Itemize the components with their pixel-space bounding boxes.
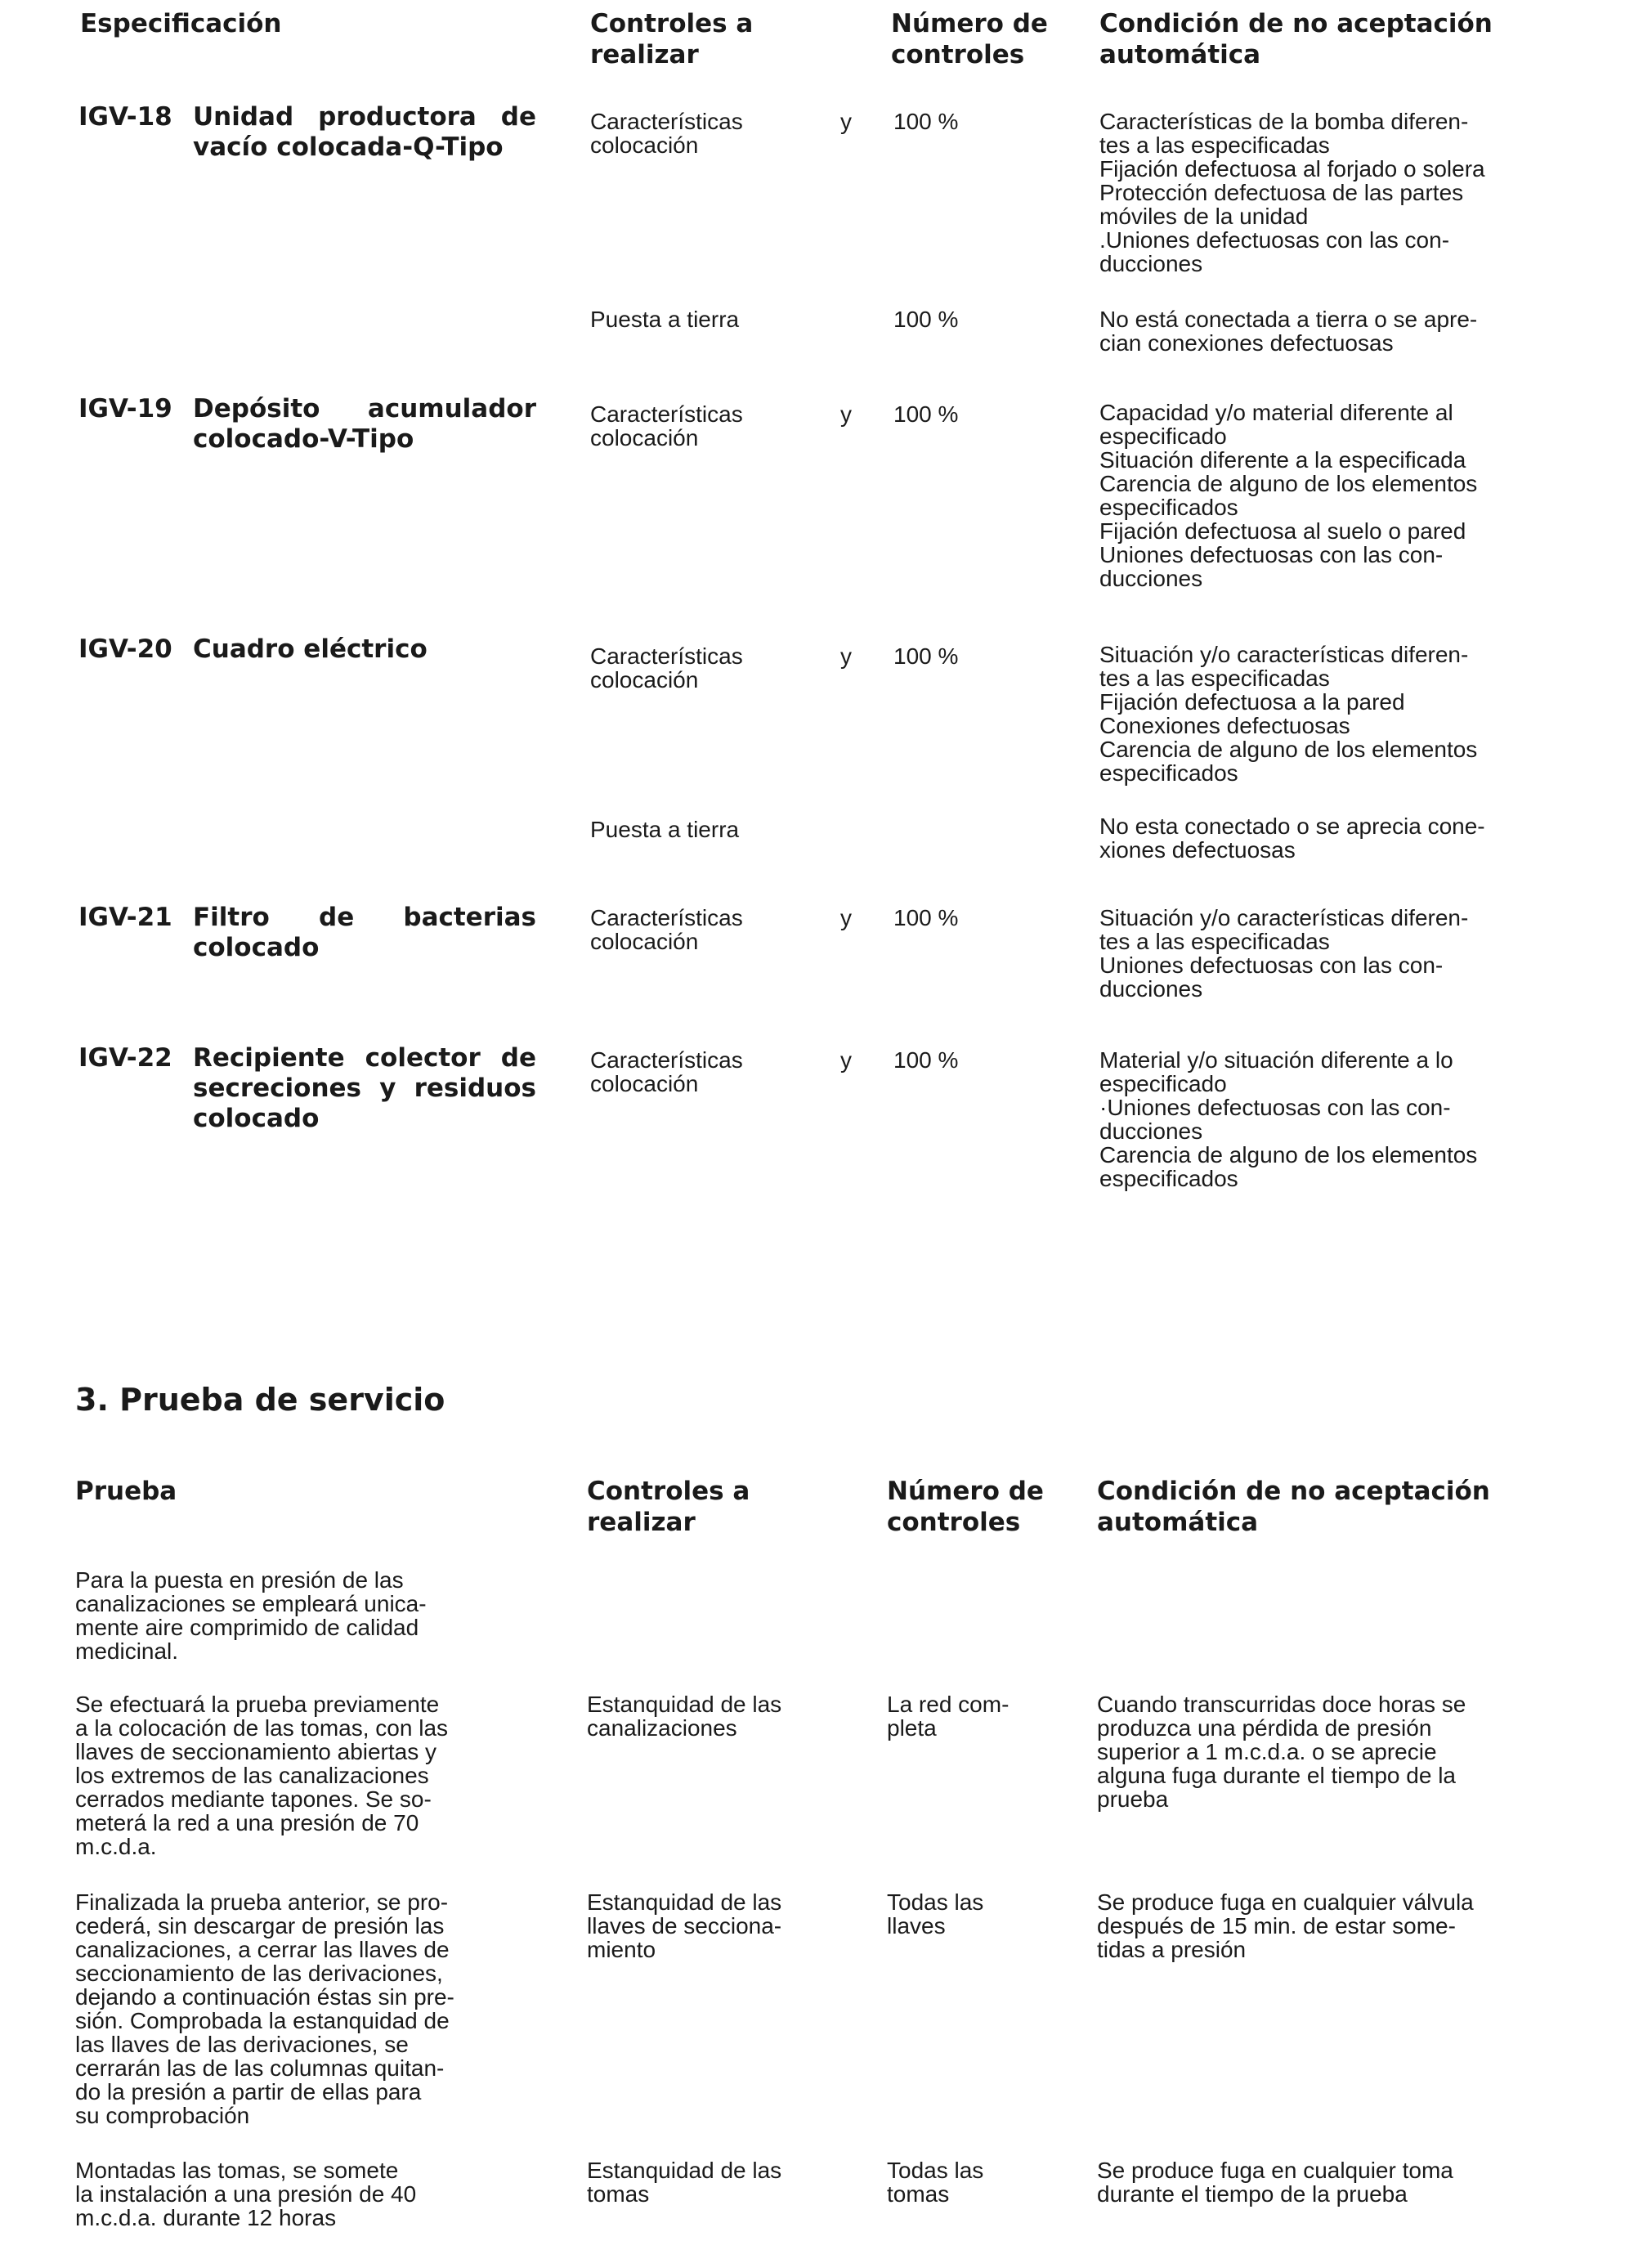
- test-row-2: Se efectuará la prueba previamente a la colocación de las tomas, con las llaves de seccionamiento abiertas y los extremos de las canalizaciones cerrados mediante tapones. Se so- meterá la red a una presión de 70 m.c.d.a.: [75, 1692, 449, 1859]
- row-control-igv-19: Características y colocación: [590, 401, 852, 450]
- row-count-igv-18: 100 %: [893, 109, 959, 134]
- row-code-igv-21: IGV-21: [78, 903, 172, 932]
- test-row-4: Montadas las tomas, se somete la instalación a una presión de 40 m.c.d.a. durante 12 horas: [75, 2158, 417, 2230]
- section-title: 3. Prueba de servicio: [75, 1382, 445, 1418]
- control-row-3: Estanquidad de las llaves de secciona- miento: [587, 1889, 782, 1962]
- row-code-igv-18: IGV-18: [78, 102, 172, 132]
- row-spec-igv-20: Cuadro eléctrico: [193, 634, 428, 664]
- control-row-2: Estanquidad de las canalizaciones: [587, 1692, 782, 1741]
- row-condition-igv-18-tierra: No está conectada a tierra o se apre- cian conexiones defectuosas: [1099, 307, 1478, 356]
- row-code-igv-22: IGV-22: [78, 1043, 172, 1073]
- row-condition-igv-20: Situación y/o características diferen- tes a las especificadas Fijación defectuosa a la pared Conexiones defectuosas Carencia de alguno de los elementos especificados: [1099, 642, 1478, 786]
- condition-row-3: Se produce fuga en cualquier válvula después de 15 min. de estar some- tidas a presión: [1097, 1889, 1474, 1962]
- row-condition-igv-21: Situación y/o características diferen- tes a las especificadas Uniones defectuosas con las con- ducciones: [1099, 905, 1469, 1002]
- header-numero: Número de controles: [891, 9, 1048, 69]
- test-row-3: Finalizada la prueba anterior, se pro- cederá, sin descargar de presión las canalizaciones, a cerrar las llaves de seccionamiento de las derivaciones, dejando a continuación éstas sin pre- sión. Comprobada la estanquidad de las llaves de las derivaciones, se cerrarán las de las columnas quitan- do la presión a partir de ellas para su comprobación: [75, 1889, 454, 2128]
- row-control-igv-18-tierra: Puesta a tierra: [590, 307, 740, 332]
- row-control-igv-18: Características y colocación: [590, 109, 852, 158]
- row-count-igv-20: 100 %: [893, 643, 959, 669]
- row-condition-igv-19: Capacidad y/o material diferente al especificado Situación diferente a la especificada Carencia de alguno de los elementos especificados Fijación defectuosa al suelo o pared Uniones defectuosas con las con- ducciones: [1099, 400, 1478, 591]
- count-row-3: Todas las llaves: [887, 1889, 984, 1938]
- row-spec-igv-21: Filtro de bacterias colocado: [193, 903, 536, 962]
- condition-row-4: Se produce fuga en cualquier toma durante el tiempo de la prueba: [1097, 2158, 1453, 2207]
- row-spec-igv-19: Depósito acumulador colocado-V-Tipo: [193, 394, 536, 454]
- row-count-igv-21: 100 %: [893, 905, 959, 930]
- control-row-4: Estanquidad de las tomas: [587, 2158, 782, 2207]
- header-especificacion: Especificación: [80, 9, 282, 38]
- test-row-1: Para la puesta en presión de las canalizaciones se empleará unica- mente aire comprimido de calidad medicinal.: [75, 1567, 427, 1664]
- row-condition-igv-20-tierra: No esta conectado o se aprecia cone- xiones defectuosas: [1099, 813, 1485, 863]
- row-count-igv-19: 100 %: [893, 401, 959, 427]
- header-controles: Controles a realizar: [590, 9, 754, 69]
- row-count-igv-22: 100 %: [893, 1047, 959, 1073]
- header-controles-2: Controles a realizar: [587, 1477, 750, 1537]
- count-row-2: La red com- pleta: [887, 1692, 1010, 1741]
- row-spec-igv-22: Recipiente colector de secreciones y residuos colocado: [193, 1043, 536, 1133]
- row-control-igv-20-tierra: Puesta a tierra: [590, 817, 740, 842]
- header-condicion-2: Condición de no aceptación automática: [1097, 1477, 1490, 1537]
- condition-row-2: Cuando transcurridas doce horas se produzca una pérdida de presión superior a 1 m.c.d.a. o se aprecie alguna fuga durante el tiempo de la prueba: [1097, 1692, 1466, 1812]
- header-numero-2: Número de controles: [887, 1477, 1044, 1537]
- row-code-igv-20: IGV-20: [78, 634, 172, 664]
- row-condition-igv-18: Características de la bomba diferen- tes a las especificadas Fijación defectuosa al forjado o solera Protección defectuosa de las partes móviles de la unidad .Uniones defectuosas con las con- ducciones: [1099, 109, 1485, 276]
- row-code-igv-19: IGV-19: [78, 394, 172, 424]
- row-control-igv-22: Características y colocación: [590, 1047, 852, 1096]
- count-row-4: Todas las tomas: [887, 2158, 984, 2207]
- row-spec-igv-18: Unidad productora de vacío colocada-Q-Tipo: [193, 102, 536, 162]
- header-prueba: Prueba: [75, 1477, 177, 1506]
- row-control-igv-21: Características y colocación: [590, 905, 852, 954]
- row-control-igv-20: Características y colocación: [590, 643, 852, 692]
- row-count-igv-18-tierra: 100 %: [893, 307, 959, 332]
- row-condition-igv-22: Material y/o situación diferente a lo especificado ·Uniones defectuosas con las con- ducciones Carencia de alguno de los elementos especificados: [1099, 1047, 1478, 1191]
- header-condicion: Condición de no aceptación automática: [1099, 9, 1493, 69]
